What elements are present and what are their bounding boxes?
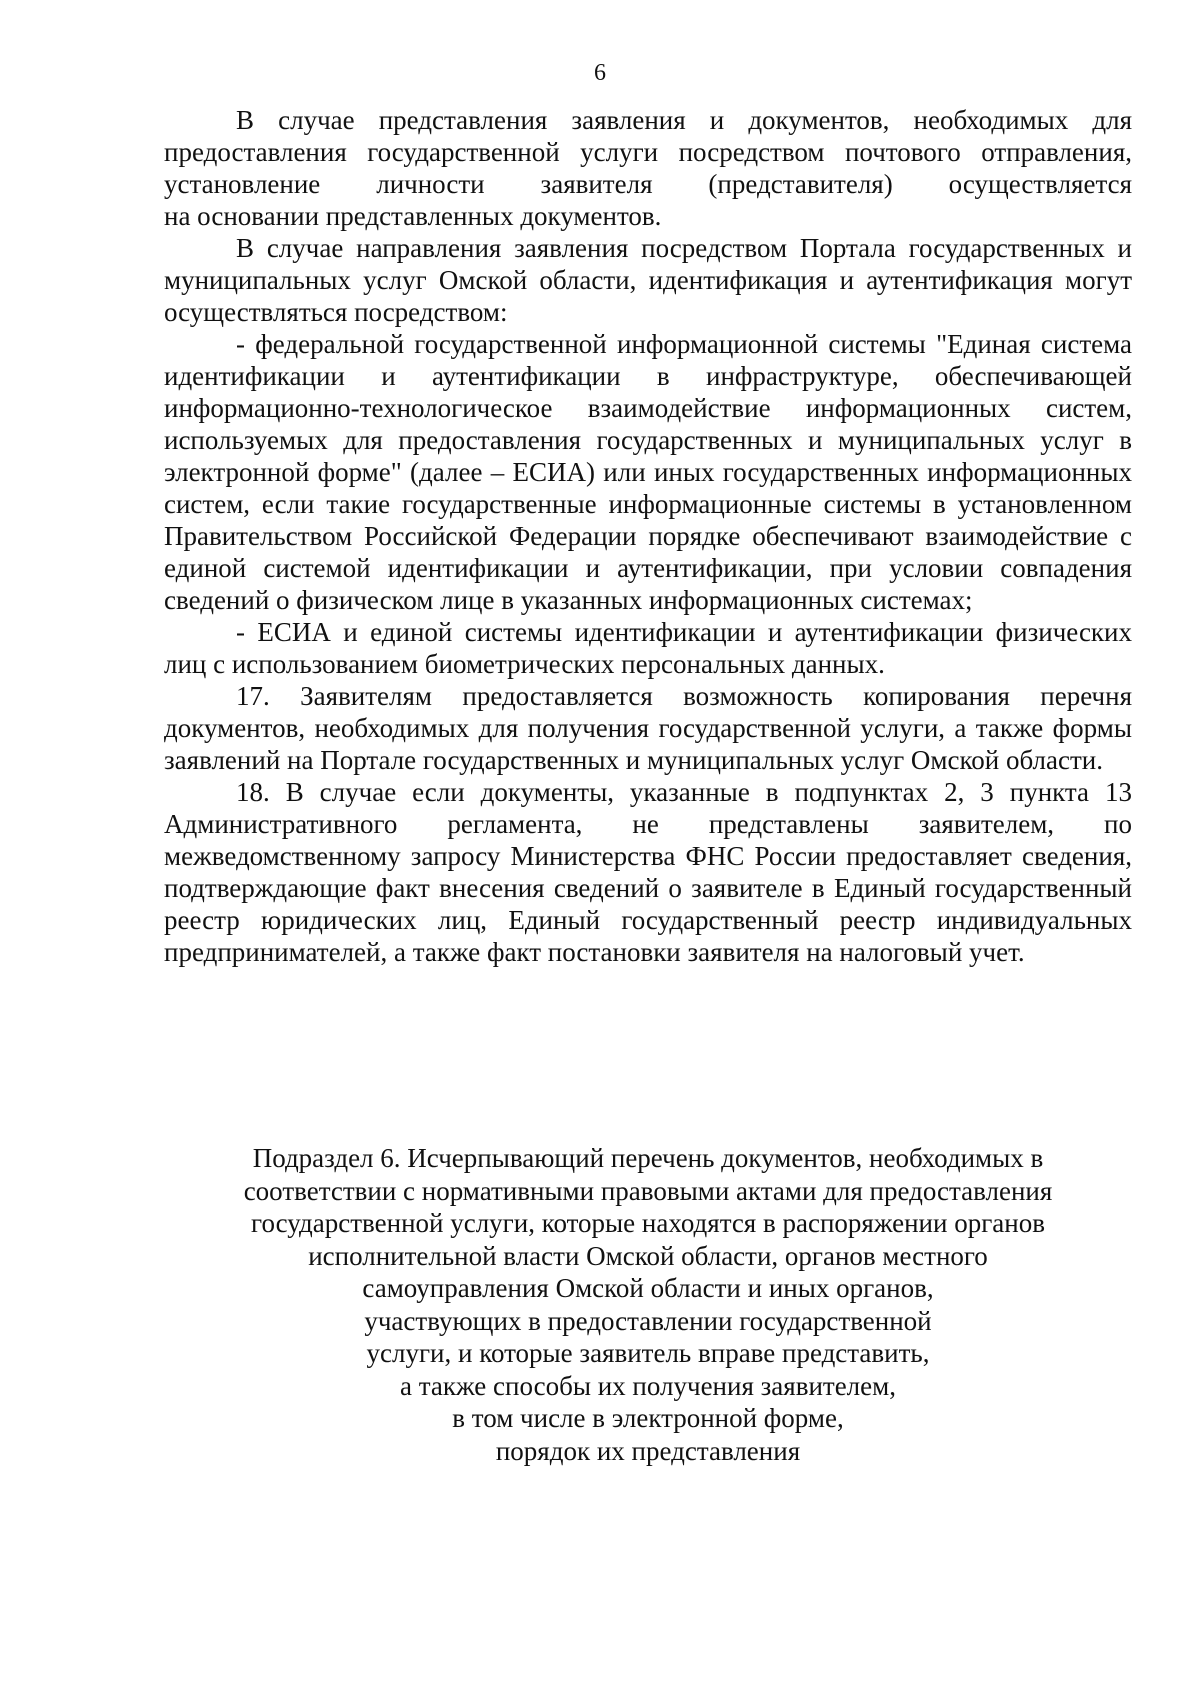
paragraph-portal-identification: В случае направления заявления посредством Портала государственных и муниципальных услуг Омской области, идентификация и аутентификация могут осуществляться посредством: (164, 233, 1132, 327)
list-item-esia-biometric: - ЕСИА и единой системы идентификации и аутентификации физических лиц с использованием биометрических персональных данных. (164, 617, 1132, 679)
heading-line: Подраздел 6. Исчерпывающий перечень документов, необходимых в (252, 1143, 1044, 1173)
heading-line: участвующих в предоставлении государственной (364, 1305, 932, 1336)
heading-line: услуги, и которые заявитель вправе представить, (366, 1338, 930, 1368)
subsection-6-heading (164, 1142, 1132, 1467)
heading-line: соответствии с нормативными правовыми актами для предоставления (243, 1175, 1053, 1206)
heading-line: в том числе в электронной форме, (452, 1403, 844, 1433)
paragraph-postal-identification: В случае представления заявления и документов, необходимых для предоставления государственной услуги посредством почтового отправления, установление личности заявителя (представителя) осуществляется (164, 105, 1132, 199)
paragraph-postal-identification-continued: на основании представленных документов. (164, 201, 662, 231)
paragraph-item-18: 18. В случае если документы, указанные в подпунктах 2, 3 пункта 13 Административного регламента, не представлены заявителем, по межведомственному запросу Министерства ФНС России предоставляет сведения, подтверждающие факт внесения сведений о заявителе в Единый государственный реестр юридических лиц, Единый государственный реестр индивидуальных предпринимателей, а также факт постановки заявителя на налоговый учет. (164, 777, 1132, 967)
heading-line: а также способы их получения заявителем, (400, 1370, 896, 1401)
heading-line: государственной услуги, которые находятся в распоряжении органов (251, 1208, 1045, 1238)
heading-line: порядок их представления (495, 1435, 801, 1466)
list-item-esia-federal-system: - федеральной государственной информационной системы "Единая система идентификации и аутентификации в инфраструктуре, обеспечивающей информационно-технологическое взаимодействие информационных систем, используемых для предоставления государственных и муниципальных услуг в электронной форме" (далее – ЕСИА) или иных государственных информационных систем, если такие государственные информационные системы в установленном Правительством Российской Федерации порядке обеспечивают взаимодействие с единой системой идентификации и аутентификации, при условии совпадения сведений о физическом лице в указанных информационных системах; (164, 329, 1132, 615)
document-body (164, 104, 1132, 968)
heading-line: самоуправления Омской области и иных органов, (362, 1273, 934, 1303)
heading-line: исполнительной власти Омской области, органов местного (308, 1240, 988, 1271)
paragraph-item-17: 17. Заявителям предоставляется возможность копирования перечня документов, необходимых для получения государственной услуги, а также формы заявлений на Портале государственных и муниципальных услуг Омской области. (164, 681, 1132, 775)
page-number: 6 (594, 60, 606, 86)
